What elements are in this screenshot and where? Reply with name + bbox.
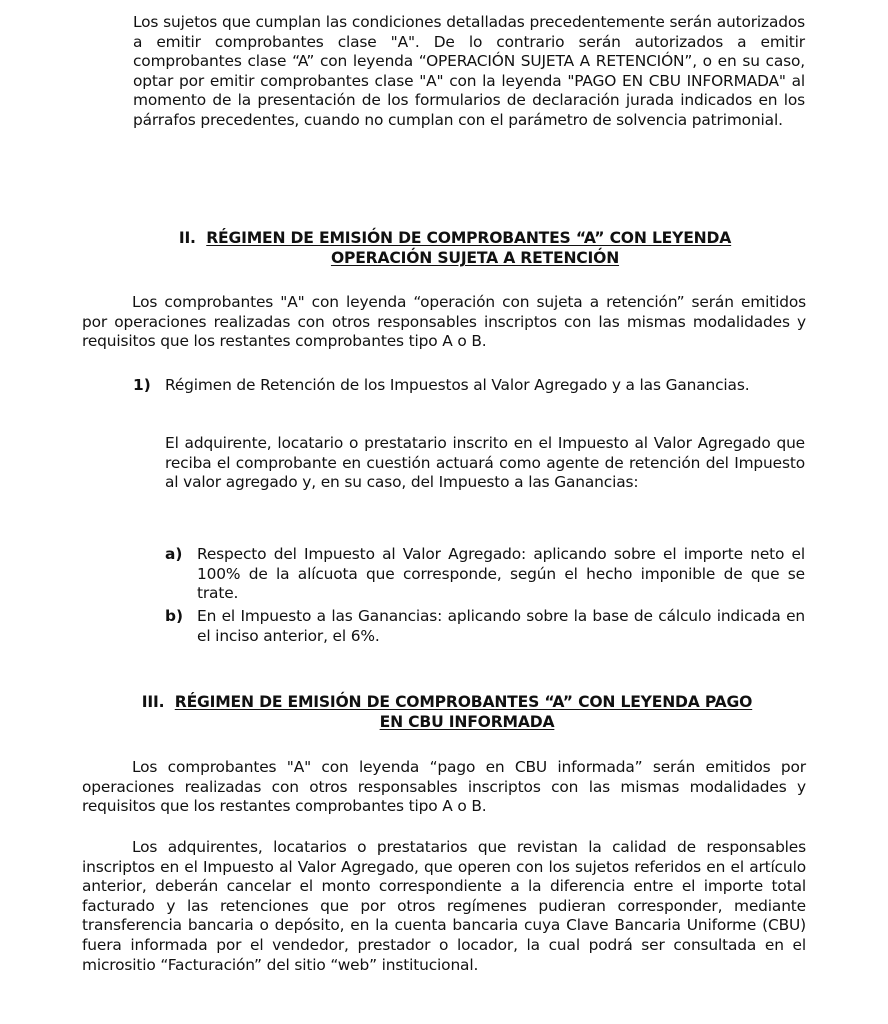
section-2-title-line1: RÉGIMEN DE EMISIÓN DE COMPROBANTES “A” CON LEYENDA bbox=[206, 229, 732, 247]
section-2-heading-line2 bbox=[90, 248, 820, 268]
item-1-marker: 1) bbox=[133, 376, 151, 394]
sub-item-b bbox=[165, 607, 805, 646]
section-2-paragraph: Los comprobantes "A" con leyenda “operación con sujeta a retención” serán emitidos por operaciones realizadas con otros responsables inscriptos con las mismas modalidades y requisitos que los restantes comprobantes tipo A o B. bbox=[82, 293, 806, 351]
section-2-title-line2: OPERACIÓN SUJETA A RETENCIÓN bbox=[330, 249, 620, 267]
section-2-number: II. bbox=[178, 229, 196, 247]
section-3-heading bbox=[82, 692, 812, 732]
sub-item-a-marker: a) bbox=[165, 545, 183, 563]
item-1-paragraph: El adquirente, locatario o prestatario inscrito en el Impuesto al Valor Agregado que reciba el comprobante en cuestión actuará como agente de retención del Impuesto al valor agregado y, en su caso, del Impuesto a las Ganancias: bbox=[165, 434, 805, 492]
section-3-heading-line1 bbox=[82, 692, 812, 712]
section-3-paragraph-2: Los adquirentes, locatarios o prestatarios que revistan la calidad de responsables inscriptos en el Impuesto al Valor Agregado, que operen con los sujetos referidos en el artículo anterior, deberán cancelar el monto correspondiente a la diferencia entre el importe total facturado y las retenciones que por otros regímenes pudieran corresponder, mediante transferencia bancaria o depósito, en la cuenta bancaria cuya Clave Bancaria Uniforme (CBU) fuera informada por el vendedor, prestador o locador, la cual podrá ser consultada en el micrositio “Facturación” del sitio “web” institucional. bbox=[82, 838, 806, 974]
section-2-item-1 bbox=[133, 376, 805, 396]
sub-item-a bbox=[165, 545, 805, 604]
sub-item-a-text: Respecto del Impuesto al Valor Agregado: aplicando sobre el importe neto el 100% de la alícuota que corresponde, según el hecho imponible de que se trate. bbox=[197, 545, 805, 603]
intro-paragraph: Los sujetos que cumplan las condiciones detalladas precedentemente serán autorizados a emitir comprobantes clase "A". De lo contrario serán autorizados a emitir comprobantes clase “A” con leyenda “OPERACIÓN SUJETA A RETENCIÓN”, o en su caso, optar por emitir comprobantes clase "A" con la leyenda "PAGO EN CBU INFORMADA" al momento de la presentación de los formularios de declaración jurada indicados en los párrafos precedentes, cuando no cumplan con el parámetro de solvencia patrimonial. bbox=[133, 13, 805, 129]
section-3-title-line2: EN CBU INFORMADA bbox=[379, 713, 555, 731]
item-1-title: Régimen de Retención de los Impuestos al Valor Agregado y a las Ganancias. bbox=[165, 376, 750, 394]
section-3-paragraph-1: Los comprobantes "A" con leyenda “pago en CBU informada” serán emitidos por operaciones realizadas con otros responsables inscriptos con las mismas modalidades y requisitos que los restantes comprobantes tipo A o B. bbox=[82, 758, 806, 816]
section-3-heading-line2 bbox=[82, 712, 812, 732]
section-3-number: III. bbox=[141, 693, 165, 711]
section-2-heading bbox=[90, 228, 820, 268]
sub-item-b-text: En el Impuesto a las Ganancias: aplicando sobre la base de cálculo indicada en el inciso anterior, el 6%. bbox=[197, 607, 805, 645]
section-2-heading-line1 bbox=[90, 228, 820, 248]
sub-item-b-marker: b) bbox=[165, 607, 184, 625]
section-3-title-line1: RÉGIMEN DE EMISIÓN DE COMPROBANTES “A” CON LEYENDA PAGO bbox=[174, 693, 753, 711]
